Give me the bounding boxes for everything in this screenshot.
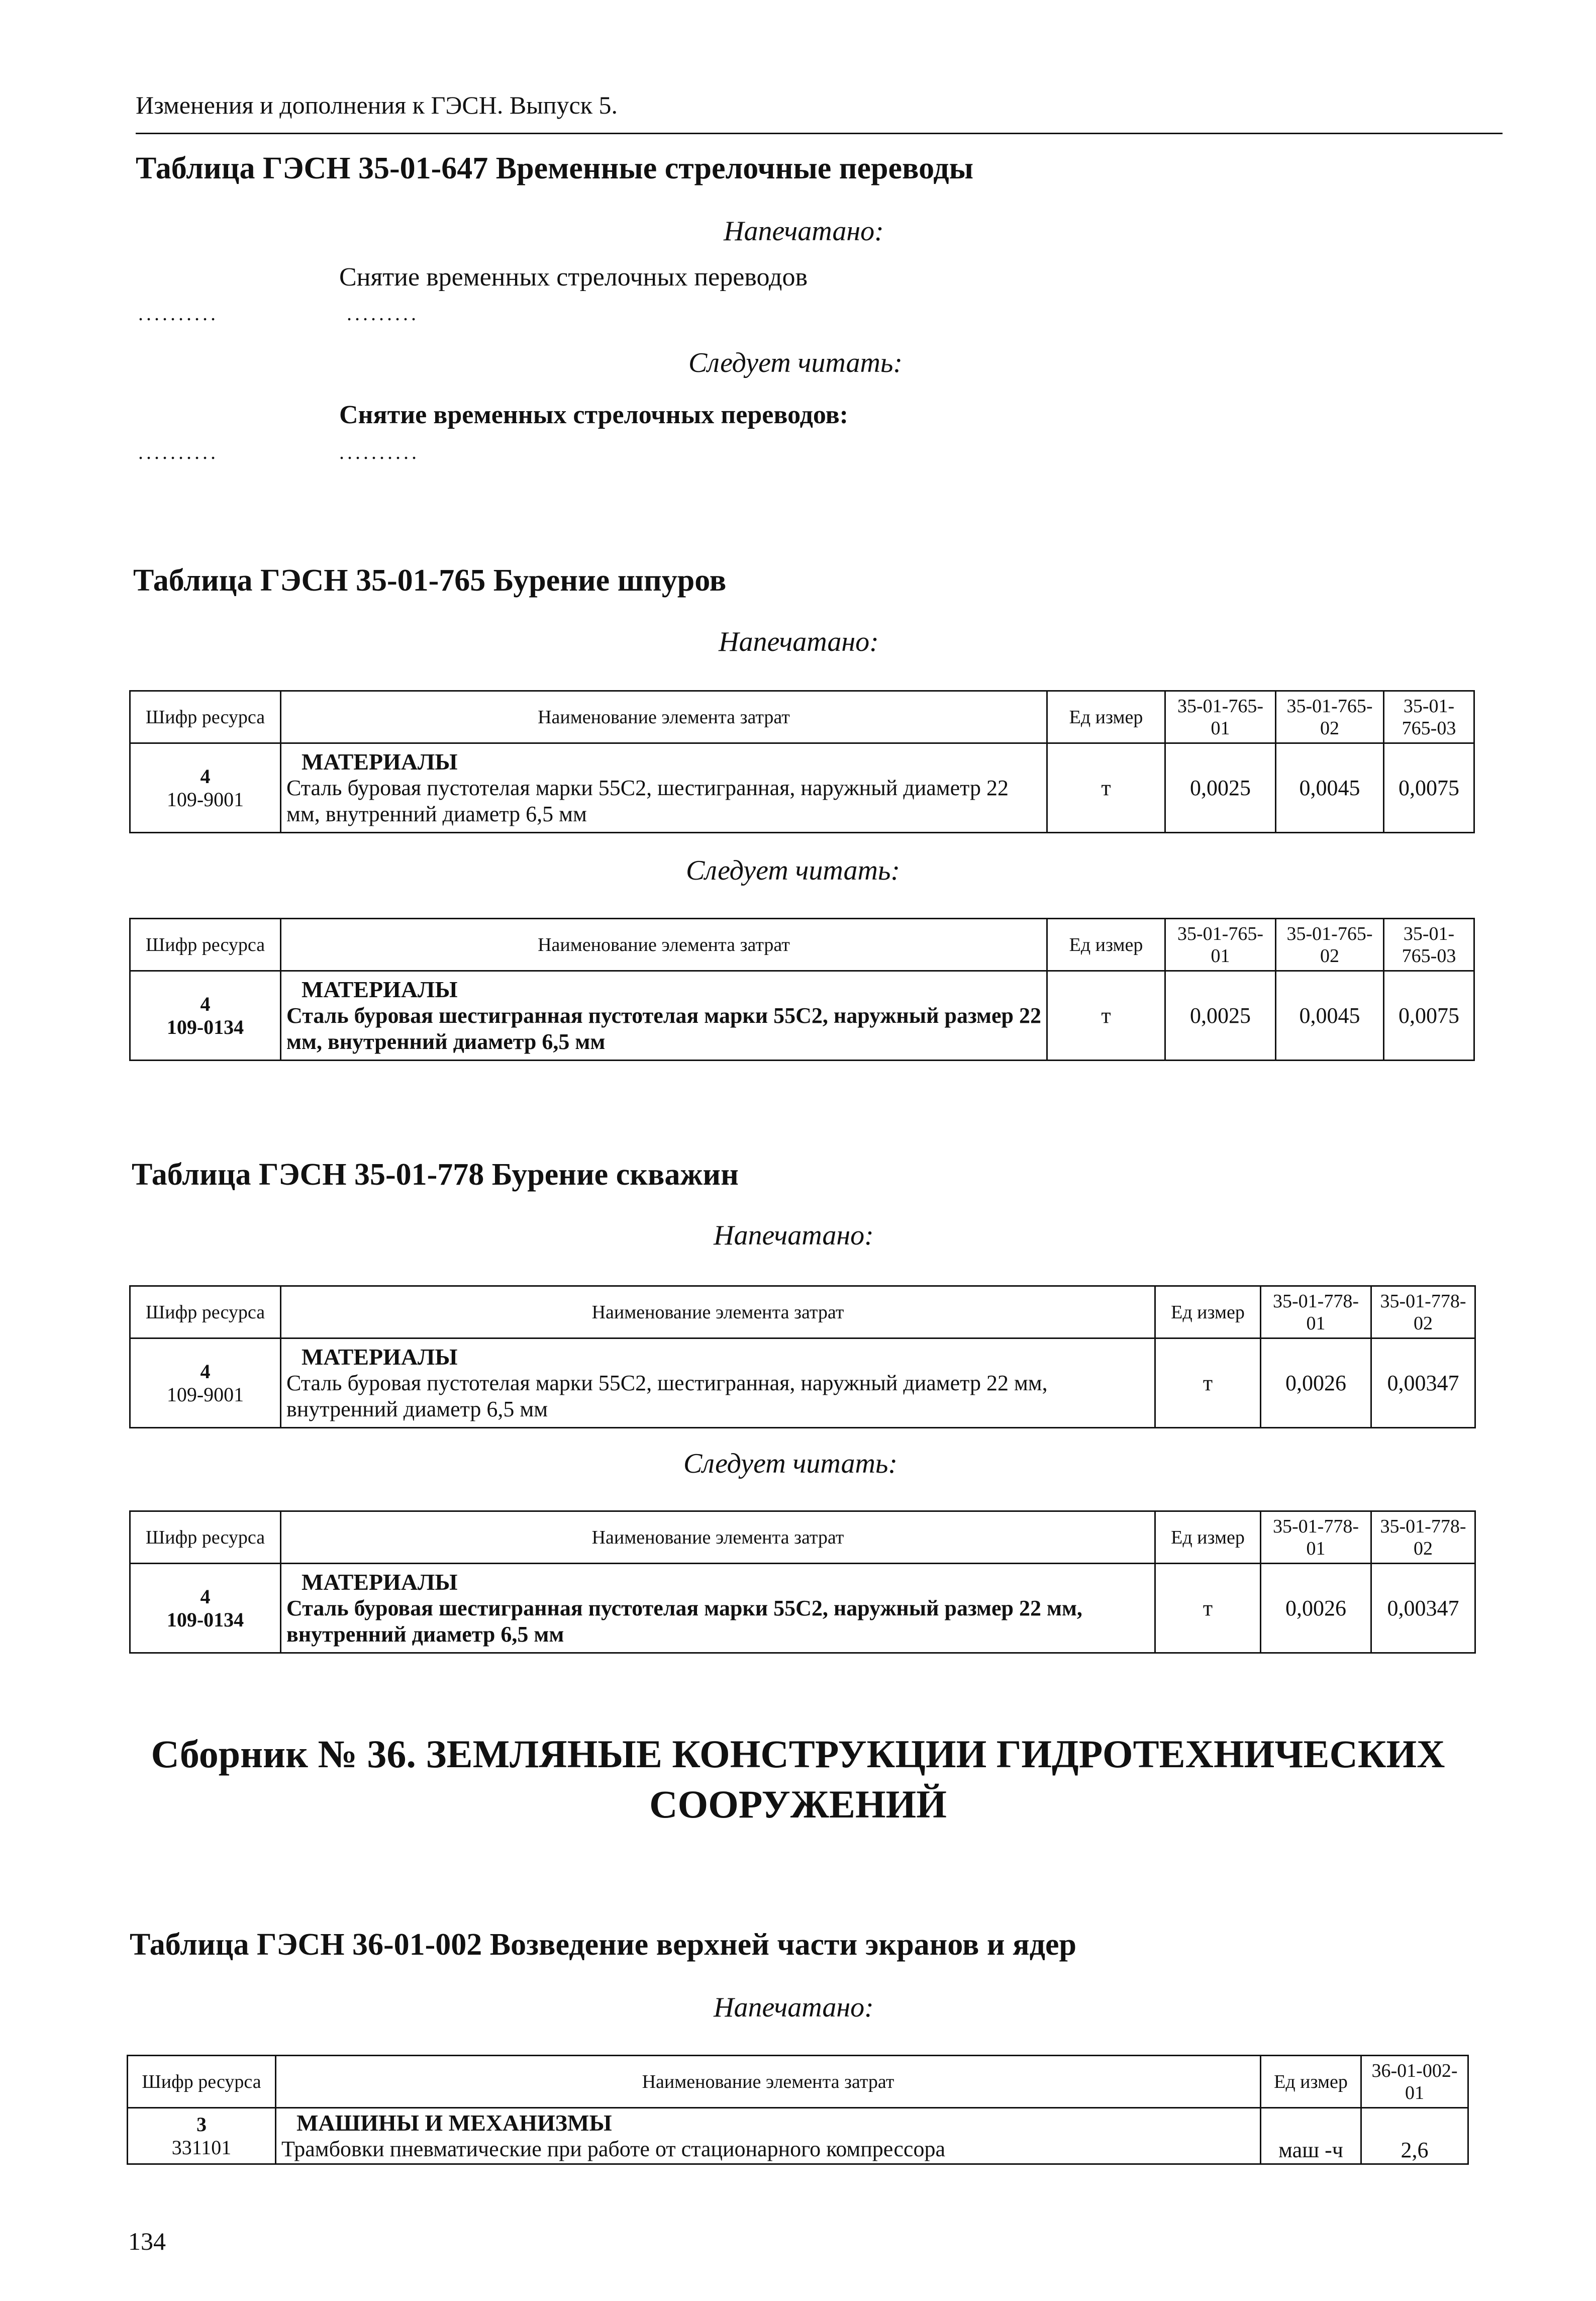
col-header-norm: 35-01-778-02: [1371, 1511, 1475, 1564]
value-cell: 0,0025: [1165, 743, 1276, 833]
table-765-corrected: [129, 918, 1475, 1061]
value-cell: 0,0075: [1384, 971, 1474, 1061]
col-header-unit: Ед измер: [1047, 691, 1165, 743]
value-cell: 0,00347: [1371, 1564, 1475, 1653]
col-header-norm: 35-01-765-02: [1276, 691, 1384, 743]
resource-code: 109-0134: [166, 1015, 244, 1038]
unit-cell: т: [1155, 1564, 1261, 1653]
unit-cell: т: [1047, 743, 1165, 833]
group-code: 4: [200, 992, 211, 1015]
col-header-norm: 35-01-765-02: [1276, 919, 1384, 971]
col-header-name: Наименование элемента затрат: [276, 2056, 1261, 2108]
resource-name-cell: [281, 971, 1047, 1061]
unit-cell: т: [1047, 971, 1165, 1061]
page-number: 134: [128, 2227, 166, 2255]
col-header-name: Наименование элемента затрат: [281, 1511, 1155, 1564]
col-header-norm: 35-01-778-02: [1371, 1286, 1475, 1338]
collection-36-heading: [0, 1729, 1596, 1830]
group-name: МАТЕРИАЛЫ: [302, 1344, 458, 1370]
group-name: МАТЕРИАЛЫ: [302, 976, 458, 1002]
resource-code: 109-9001: [166, 788, 244, 811]
collection-36-heading-line: СООРУЖЕНИЙ: [649, 1782, 947, 1826]
col-header-norm: 36-01-002-01: [1361, 2056, 1468, 2108]
table-778-corrected: [129, 1510, 1476, 1654]
resource-code: 109-9001: [166, 1383, 244, 1406]
col-header-norm: 35-01-765-01: [1165, 691, 1276, 743]
resource-name-cell: [276, 2108, 1261, 2164]
col-header-unit: Ед измер: [1155, 1286, 1261, 1338]
collection-36-heading-line: Сборник № 36. ЗЕМЛЯНЫЕ КОНСТРУКЦИИ ГИДРОТЕХНИЧЕСКИХ: [151, 1732, 1445, 1776]
label-printed: Напечатано:: [719, 626, 879, 657]
table-647-printed-text: Снятие временных стрелочных переводов: [339, 263, 808, 292]
col-header-code: Шифр ресурса: [130, 1511, 281, 1564]
value-cell: 2,6: [1361, 2108, 1468, 2164]
col-header-norm: 35-01-765-01: [1165, 919, 1276, 971]
col-header-unit: Ед измер: [1261, 2056, 1361, 2108]
group-name: МАШИНЫ И МЕХАНИЗМЫ: [296, 2110, 612, 2136]
group-code: 4: [200, 764, 211, 788]
label-printed: Напечатано:: [714, 1220, 874, 1251]
col-header-norm: 35-01-778-01: [1261, 1286, 1371, 1338]
resource-name: Трамбовки пневматические при работе от стационарного компрессора: [281, 2136, 945, 2161]
group-name: МАТЕРИАЛЫ: [302, 748, 458, 775]
resource-name: Сталь буровая шестигранная пустотелая марки 55С2, наружный размер 22 мм, внутренний диаметр 6,5 мм: [286, 1595, 1082, 1647]
label-printed: Напечатано:: [724, 216, 884, 247]
col-header-code: Шифр ресурса: [130, 691, 281, 743]
col-header-code: Шифр ресурса: [130, 919, 281, 971]
col-header-name: Наименование элемента затрат: [281, 919, 1047, 971]
col-header-norm: 35-01-765-03: [1384, 691, 1474, 743]
value-cell: 0,00347: [1371, 1338, 1475, 1428]
resource-code-cell: [130, 1564, 281, 1653]
table-647-corrected-text: Снятие временных стрелочных переводов:: [339, 401, 848, 429]
table-765-printed: [129, 690, 1475, 833]
table-002-printed: [127, 2055, 1469, 2165]
group-code: 4: [200, 1360, 211, 1383]
label-printed: Напечатано:: [714, 1992, 874, 2023]
col-header-norm: 35-01-765-03: [1384, 919, 1474, 971]
table-002-title: Таблица ГЭСН 36-01-002 Возведение верхней части экранов и ядер: [130, 1928, 1076, 1962]
value-cell: 0,0075: [1384, 743, 1474, 833]
dots: ..........: [138, 441, 219, 463]
value-cell: 0,0026: [1261, 1338, 1371, 1428]
resource-code-cell: [130, 743, 281, 833]
resource-code-cell: [130, 971, 281, 1061]
unit-cell: маш -ч: [1261, 2108, 1361, 2164]
table-647-title: Таблица ГЭСН 35-01-647 Временные стрелочные переводы: [136, 151, 974, 185]
running-header: Изменения и дополнения к ГЭСН. Выпуск 5.: [136, 91, 618, 119]
value-cell: 0,0045: [1276, 971, 1384, 1061]
resource-code-cell: [130, 1338, 281, 1428]
group-code: 3: [196, 2113, 207, 2136]
col-header-unit: Ед измер: [1047, 919, 1165, 971]
table-778-printed: [129, 1285, 1476, 1428]
value-cell: 0,0045: [1276, 743, 1384, 833]
dots: ..........: [138, 302, 219, 325]
resource-code: 331101: [171, 2136, 232, 2159]
dots: .........: [347, 302, 419, 325]
col-header-norm: 35-01-778-01: [1261, 1511, 1371, 1564]
group-code: 4: [200, 1585, 211, 1608]
value-cell: 0,0026: [1261, 1564, 1371, 1653]
resource-name-cell: [281, 1564, 1155, 1653]
header-rule: [136, 133, 1503, 134]
table-778-title: Таблица ГЭСН 35-01-778 Бурение скважин: [132, 1158, 739, 1192]
col-header-name: Наименование элемента затрат: [281, 691, 1047, 743]
dots: ..........: [339, 441, 420, 463]
value-cell: 0,0025: [1165, 971, 1276, 1061]
col-header-unit: Ед измер: [1155, 1511, 1261, 1564]
resource-code-cell: [128, 2108, 276, 2164]
unit-cell: т: [1155, 1338, 1261, 1428]
resource-name: Сталь буровая шестигранная пустотелая марки 55С2, наружный размер 22 мм, внутренний диаметр 6,5 мм: [286, 1003, 1041, 1054]
col-header-code: Шифр ресурса: [130, 1286, 281, 1338]
label-should-read: Следует читать:: [683, 1448, 898, 1479]
resource-name: Сталь буровая пустотелая марки 55С2, шестигранная, наружный диаметр 22 мм, внутренний диаметр 6,5 мм: [286, 1370, 1048, 1421]
resource-name: Сталь буровая пустотелая марки 55С2, шестигранная, наружный диаметр 22 мм, внутренний диаметр 6,5 мм: [286, 775, 1009, 826]
resource-code: 109-0134: [166, 1608, 244, 1631]
resource-name-cell: [281, 1338, 1155, 1428]
resource-name-cell: [281, 743, 1047, 833]
label-should-read: Следует читать:: [686, 855, 901, 886]
table-765-title: Таблица ГЭСН 35-01-765 Бурение шпуров: [133, 563, 727, 598]
group-name: МАТЕРИАЛЫ: [302, 1569, 458, 1595]
label-should-read: Следует читать:: [688, 347, 903, 378]
col-header-code: Шифр ресурса: [128, 2056, 276, 2108]
col-header-name: Наименование элемента затрат: [281, 1286, 1155, 1338]
